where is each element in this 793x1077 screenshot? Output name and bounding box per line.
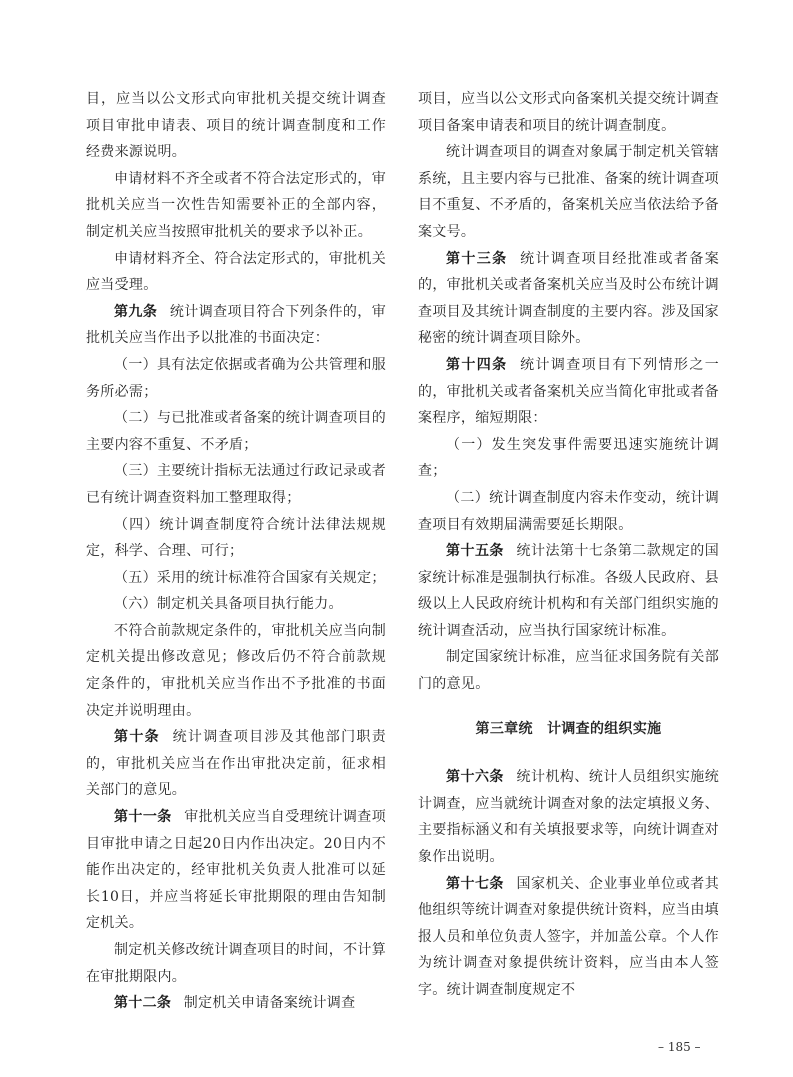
body-paragraph: 目，应当以公文形式向审批机关提交统计调查项目审批申请表、项目的统计调查制度和工作经费来源说明。 (86, 91, 386, 161)
page-number: – 185 – (658, 1040, 701, 1054)
article-text: 制定机关申请备案统计调查 (183, 995, 356, 1012)
chapter-heading: 第三章统 计调查的组织实施 (475, 720, 662, 737)
article-title: 第十条 (114, 729, 160, 746)
body-paragraph: （六）制定机关具备项目执行能力。 (114, 596, 343, 613)
article-title: 第十四条 (446, 356, 508, 373)
article-paragraph (86, 804, 386, 937)
article-paragraph (418, 352, 719, 432)
article-title: 第九条 (114, 303, 158, 320)
article-text: 统计机构、统计人员组织实施统计调查，应当就统计调查对象的法定填报义务、主要指标涵义和有关填报要求等，向统计调查对象作出说明。 (418, 769, 719, 866)
article-text: 统计调查项目有下列情形之一的，审批机关或者备案机关应当简化审批或者备案程序，缩短期限： (418, 356, 719, 427)
article-title: 第十二条 (114, 995, 172, 1012)
article-paragraph (86, 299, 386, 352)
article-paragraph (418, 764, 719, 870)
article-text: 统计法第十七条第二款规定的国家统计标准是强制执行标准。各级人民政府、县级以上人民政府统计机构和有关部门组织实施的统计调查活动，应当执行国家统计标准。 (418, 543, 719, 639)
article-paragraph (418, 246, 719, 352)
article-title: 第十六条 (446, 769, 504, 786)
body-paragraph: 制定机关修改统计调查项目的时间，不计算在审批期限内。 (86, 942, 386, 985)
article-paragraph (86, 990, 386, 1017)
body-paragraph: （一）发生突发事件需要迅速实施统计调查； (418, 436, 719, 480)
body-paragraph: 申请材料不齐全或者不符合法定形式的，审批机关应当一次性告知需要补正的全部内容，制定机关应当按照审批机关的要求予以补正。 (86, 170, 386, 240)
article-title: 第十一条 (114, 809, 172, 826)
right-column (418, 86, 719, 1004)
body-paragraph: （四）统计调查制度符合统计法律法规规定，科学、合理、可行； (86, 516, 386, 560)
body-paragraph: 制定国家统计标准，应当征求国务院有关部门的意见。 (418, 649, 719, 693)
body-paragraph: 统计调查项目的调查对象属于制定机关管辖系统，且主要内容与已批准、备案的统计调查项目不重复、不矛盾的，备案机关应当依法给予备案文号。 (418, 144, 719, 240)
left-column (86, 86, 386, 1017)
article-text: 统计调查项目涉及其他部门职责的，审批机关应当在作出审批决定前，征求相关部门的意见。 (86, 729, 387, 799)
body-paragraph: 申请材料齐全、符合法定形式的，审批机关应当受理。 (86, 250, 386, 294)
article-title: 第十三条 (446, 250, 508, 267)
article-text: 国家机关、企业事业单位或者其他组织等统计调查对象提供统计资料，应当由填报人员和单位负责人签字，并加盖公章。个人作为统计调查对象提供统计资料，应当由本人签字。统计调查制度规定不 (418, 875, 719, 998)
article-text: 审批机关应当自受理统计调查项目审批申请之日起20日内作出决定。20日内不能作出决定的，经审批机关负责人批准可以延长10日，并应当将延长审批期限的理由告知制定机关。 (86, 809, 386, 932)
article-paragraph (418, 871, 719, 1004)
article-paragraph (86, 724, 386, 804)
body-paragraph: （一）具有法定依据或者确为公共管理和服务所必需； (86, 356, 386, 400)
article-text: 统计调查项目符合下列条件的，审批机关应当作出予以批准的书面决定： (86, 303, 387, 347)
body-paragraph: 不符合前款规定条件的，审批机关应当向制定机关提出修改意见；修改后仍不符合前款规定条件的，审批机关应当作出不予批准的书面决定并说明理由。 (86, 622, 386, 719)
body-paragraph: （二）与已批准或者备案的统计调查项目的主要内容不重复、不矛盾； (86, 410, 386, 453)
article-paragraph (418, 538, 719, 644)
article-title: 第十五条 (446, 543, 504, 560)
body-paragraph: （三）主要统计指标无法通过行政记录或者已有统计调查资料加工整理取得； (86, 463, 386, 506)
article-text: 统计调查项目经批准或者备案的，审批机关或者备案机关应当及时公布统计调查项目及其统计调查制度的主要内容。涉及国家秘密的统计调查项目除外。 (418, 250, 719, 347)
body-paragraph: （二）统计调查制度内容未作变动，统计调查项目有效期届满需要延长期限。 (418, 489, 719, 533)
body-paragraph: 项目，应当以公文形式向备案机关提交统计调查项目备案申请表和项目的统计调查制度。 (418, 91, 719, 134)
article-title: 第十七条 (446, 875, 504, 892)
body-paragraph: （五）采用的统计标准符合国家有关规定； (114, 569, 386, 586)
